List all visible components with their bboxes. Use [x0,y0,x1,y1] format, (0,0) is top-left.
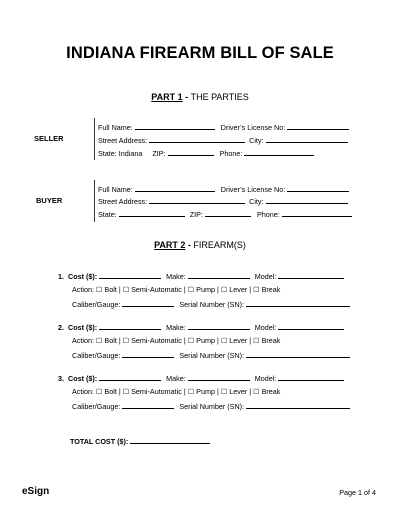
buyer-state-field[interactable] [119,209,185,217]
page-number: Page 1 of 4 [339,488,376,497]
firearm-3-separator: | [216,387,219,396]
firearm-3-action-pump-checkbox[interactable]: ☐ Pump [187,387,215,396]
firearm-2-make-label: Make: [166,323,186,332]
buyer-license-label: Driver’s License No: [220,185,286,194]
seller-full-name-label: Full Name: [98,123,133,132]
total-cost-row [70,436,210,446]
firearm-2-cost-field[interactable] [99,322,161,330]
firearm-1-separator: | [118,285,121,294]
firearm-2-model-field[interactable] [278,322,344,330]
buyer-zip-field[interactable] [205,209,251,217]
buyer-divider [94,180,95,222]
firearm-2-serial-label: Serial Number (SN): [179,351,245,360]
part1-dash: - [182,92,191,102]
buyer-state-label: State: [98,210,117,219]
firearm-1-action-break-checkbox[interactable]: ☐ Break [253,285,281,294]
firearm-2-row-cost [58,322,344,332]
seller-license-field[interactable] [287,122,349,130]
firearm-2-separator: | [118,336,121,345]
part2-heading [0,240,400,250]
seller-state-label: State: Indiana [98,149,143,158]
part1-label: PART 1 [151,92,183,102]
firearm-3-action-bolt-checkbox[interactable]: ☐ Bolt [95,387,117,396]
firearm-3-caliber-field[interactable] [122,401,174,409]
part1-heading [0,92,400,102]
firearm-1-model-field[interactable] [278,271,344,279]
firearm-1-action-bolt-checkbox[interactable]: ☐ Bolt [95,285,117,294]
total-cost-field[interactable] [130,436,210,444]
firearm-3-action-lever-checkbox[interactable]: ☐ Lever [220,387,248,396]
total-cost-label: TOTAL COST ($): [70,437,129,446]
firearm-3-row-caliber [72,401,350,411]
firearm-3-separator: | [183,387,186,396]
firearm-1-number: 1. [58,272,64,281]
firearm-2-action-break-checkbox[interactable]: ☐ Break [253,336,281,345]
firearm-1-separator: | [183,285,186,294]
firearm-3-separator: | [118,387,121,396]
firearm-3-serial-label: Serial Number (SN): [179,402,245,411]
firearm-2-row-action [72,336,280,345]
firearm-1-row-cost [58,271,344,281]
seller-row-1 [98,122,349,132]
document-title: INDIANA FIREARM BILL OF SALE [66,44,334,62]
buyer-license-field[interactable] [287,184,349,192]
part2-dash: - [185,240,194,250]
buyer-row-1 [98,184,349,194]
firearm-1-separator: | [216,285,219,294]
firearm-1-row-caliber [72,299,350,309]
firearm-1-serial-field[interactable] [246,299,350,307]
esign-logo: eSign [22,486,50,497]
firearm-1-model-label: Model: [254,272,277,281]
firearm-3-row-action [72,387,280,396]
firearm-2-action-pump-checkbox[interactable]: ☐ Pump [187,336,215,345]
buyer-city-label: City: [249,197,264,206]
buyer-phone-label: Phone: [256,210,280,219]
seller-phone-label: Phone: [219,149,243,158]
buyer-street-field[interactable] [149,196,245,204]
buyer-full-name-field[interactable] [135,184,215,192]
buyer-row-2 [98,196,348,206]
firearm-2-action-lever-checkbox[interactable]: ☐ Lever [220,336,248,345]
firearm-3-separator: | [249,387,252,396]
firearm-2-action-bolt-checkbox[interactable]: ☐ Bolt [95,336,117,345]
part1-subtitle: THE PARTIES [190,92,249,102]
buyer-label: BUYER [36,196,63,205]
firearm-3-action-break-checkbox[interactable]: ☐ Break [253,387,281,396]
seller-phone-field[interactable] [244,148,314,156]
firearm-2-action-semi-auto-checkbox[interactable]: ☐ Semi-Automatic [122,336,182,345]
firearm-3-number: 3. [58,374,64,383]
firearm-2-separator: | [183,336,186,345]
seller-license-label: Driver’s License No: [220,123,286,132]
firearm-1-make-field[interactable] [188,271,250,279]
buyer-row-3 [98,209,352,219]
firearm-3-model-field[interactable] [278,373,344,381]
buyer-street-label: Street Address: [98,197,148,206]
firearm-2-action-label: Action: [72,336,94,345]
firearm-1-cost-field[interactable] [99,271,161,279]
firearm-3-action-label: Action: [72,387,94,396]
seller-row-2 [98,135,348,145]
seller-label: SELLER [34,134,64,143]
part2-label: PART 2 [154,240,186,250]
firearm-2-number: 2. [58,323,64,332]
firearm-2-make-field[interactable] [188,322,250,330]
firearm-1-caliber-label: Caliber/Gauge: [72,300,121,309]
firearm-1-action-pump-checkbox[interactable]: ☐ Pump [187,285,215,294]
firearm-3-cost-field[interactable] [99,373,161,381]
firearm-1-action-label: Action: [72,285,94,294]
seller-city-field[interactable] [266,135,348,143]
firearm-3-serial-field[interactable] [246,401,350,409]
firearm-1-separator: | [249,285,252,294]
buyer-full-name-label: Full Name: [98,185,133,194]
firearm-2-separator: | [249,336,252,345]
firearm-2-caliber-label: Caliber/Gauge: [72,351,121,360]
seller-row-3 [98,148,314,158]
part2-subtitle: FIREARM(S) [193,240,246,250]
seller-street-label: Street Address: [98,136,148,145]
firearm-1-action-semi-auto-checkbox[interactable]: ☐ Semi-Automatic [122,285,182,294]
seller-zip-field[interactable] [168,148,214,156]
firearm-3-make-field[interactable] [188,373,250,381]
firearm-1-row-action [72,285,280,294]
seller-street-field[interactable] [149,135,245,143]
buyer-zip-label: ZIP: [189,210,203,219]
seller-zip-label: ZIP: [152,149,166,158]
buyer-city-field[interactable] [266,196,348,204]
firearm-1-caliber-field[interactable] [122,299,174,307]
firearm-1-make-label: Make: [166,272,186,281]
firearm-2-model-label: Model: [254,323,277,332]
firearm-3-model-label: Model: [254,374,277,383]
buyer-phone-field[interactable] [282,209,352,217]
firearm-3-cost-label: Cost ($): [68,374,98,383]
firearm-2-cost-label: Cost ($): [68,323,98,332]
firearm-1-action-lever-checkbox[interactable]: ☐ Lever [220,285,248,294]
firearm-3-make-label: Make: [166,374,186,383]
firearm-1-serial-label: Serial Number (SN): [179,300,245,309]
firearm-2-separator: | [216,336,219,345]
firearm-2-caliber-field[interactable] [122,350,174,358]
seller-full-name-field[interactable] [135,122,215,130]
firearm-2-row-caliber [72,350,350,360]
firearm-3-row-cost [58,373,344,383]
firearm-2-serial-field[interactable] [246,350,350,358]
seller-divider [94,118,95,160]
firearm-3-action-semi-auto-checkbox[interactable]: ☐ Semi-Automatic [122,387,182,396]
seller-city-label: City: [249,136,264,145]
firearm-1-cost-label: Cost ($): [68,272,98,281]
firearm-3-caliber-label: Caliber/Gauge: [72,402,121,411]
